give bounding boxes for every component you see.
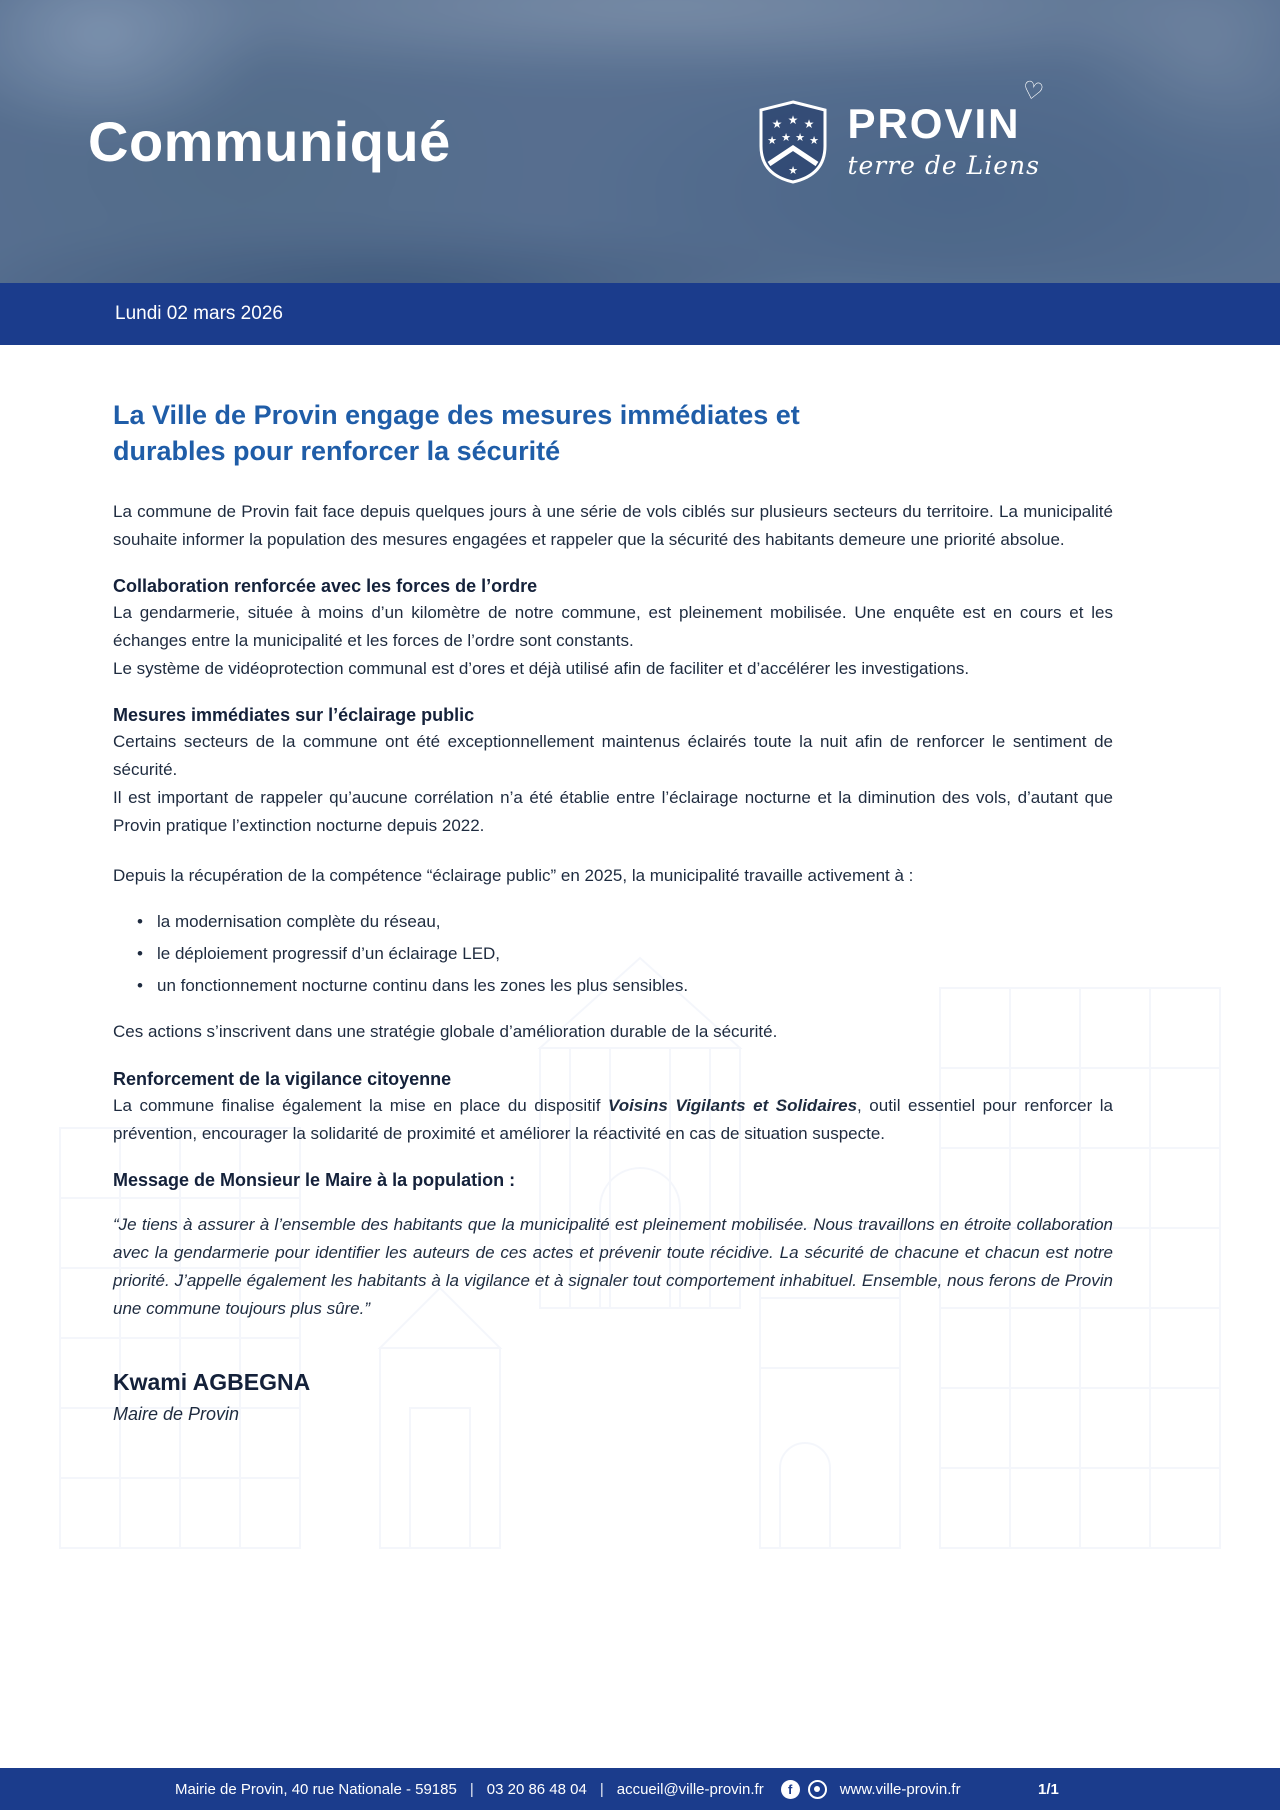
- list-item: • un fonctionnement nocturne continu dans les zones les plus sensibles.: [137, 972, 1113, 1000]
- section1-paragraph-1: La gendarmerie, située à moins d’un kilomètre de notre commune, est pleinement mobilisée. Une enquête est en cours et les échanges entre la municipalité et les forces de l’ordre sont constants.: [113, 602, 1113, 651]
- coat-of-arms-shield-icon: [757, 98, 829, 186]
- footer-website-link[interactable]: www.ville-provin.fr: [839, 1780, 961, 1798]
- footer-separator: |: [469, 1780, 474, 1798]
- section2-paragraph-2: Il est important de rappeler qu’aucune corrélation n’a été établie entre l’éclairage nocturne et la diminution des vols, d’autant que Provin pratique l’extinction nocturne depuis 2022.: [113, 788, 1113, 836]
- list-item: • le déploiement progressif d’un éclairage LED,: [137, 940, 1113, 968]
- circle-dot-inner: [814, 1786, 820, 1792]
- hero-banner: [0, 0, 1280, 283]
- section3-paragraph: [113, 1092, 1113, 1148]
- section-heading-eclairage: Mesures immédiates sur l’éclairage public: [113, 705, 475, 726]
- svg-text:★: ★: [772, 116, 783, 131]
- facebook-icon[interactable]: f: [781, 1780, 800, 1799]
- heart-icon: ♡: [1019, 76, 1047, 107]
- circle-dot-social-icon[interactable]: [808, 1780, 827, 1799]
- section-heading-message-maire: Message de Monsieur le Maire à la population :: [113, 1169, 516, 1190]
- mayor-title: Maire de Provin: [113, 1403, 240, 1424]
- footer-email-link[interactable]: accueil@ville-provin.fr: [616, 1780, 764, 1798]
- svg-text:★: ★: [767, 134, 778, 147]
- section3-text-before: La commune finalise également la mise en place du dispositif: [113, 1095, 608, 1115]
- footer-address: Mairie de Provin, 40 rue Nationale - 59185: [175, 1780, 457, 1798]
- intro-paragraph: La commune de Provin fait face depuis quelques jours à une série de vols ciblés sur plusieurs secteurs du territoire. La municipalité souhaite informer la population des mesures engagées et rappeler que la sécurité des habitants demeure une priorité absolue.: [113, 501, 1113, 549]
- svg-text:★: ★: [788, 112, 799, 127]
- list-item: • la modernisation complète du réseau,: [137, 908, 1113, 936]
- section-heading-vigilance: Renforcement de la vigilance citoyenne: [113, 1068, 452, 1089]
- section2-paragraph-3: Depuis la récupération de la compétence “éclairage public” en 2025, la municipalité travaille activement à :: [113, 866, 914, 886]
- logo-tagline: terre de Liens: [847, 151, 1040, 180]
- section1-paragraph-2: Le système de vidéoprotection communal est d’ores et déjà utilisé afin de faciliter et d’accélérer les investigations.: [113, 659, 970, 679]
- footer-bar: [0, 1768, 1280, 1810]
- section3-text-after: , outil essentiel pour renforcer la prévention, encourager la solidarité de proximité et améliorer la réactivité en cas de situation suspecte.: [113, 1095, 1114, 1143]
- article-title: La Ville de Provin engage des mesures immédiates et durables pour renforcer la sécurité: [113, 400, 800, 467]
- mayor-name: Kwami AGBEGNA: [113, 1368, 311, 1395]
- date-bar: [0, 283, 1280, 345]
- svg-text:★: ★: [781, 131, 792, 144]
- footer-separator: |: [599, 1780, 604, 1798]
- eclairage-actions-list: [137, 908, 1113, 1000]
- social-icons: [781, 1780, 827, 1799]
- svg-text:★: ★: [795, 131, 806, 144]
- svg-text:★: ★: [809, 134, 820, 147]
- page-number: 1/1: [1038, 1780, 1059, 1798]
- section-heading-forces-ordre: Collaboration renforcée avec les forces de l’ordre: [113, 575, 538, 596]
- document-type-title: Communiqué: [88, 110, 451, 173]
- dispositif-name-emphasis: Voisins Vigilants et Solidaires: [607, 1095, 858, 1115]
- footer-phone: 03 20 86 48 04: [486, 1780, 587, 1798]
- svg-text:★: ★: [804, 116, 815, 131]
- mayor-quote: “Je tiens à assurer à l’ensemble des habitants que la municipalité est pleinement mobilisée. Nous travaillons en étroite collaboration avec la gendarmerie pour identifier les auteurs de ces actes et prévenir toute récidive. La sécurité de chacune et chacun est notre priorité. J’appelle également les habitants à la vigilance et à signaler tout comportement inhabituel. Ensemble, nous ferons de Provin une commune toujours plus sûre.”: [113, 1214, 1113, 1318]
- logo-wordmark: PROVIN: [847, 100, 1021, 147]
- hero-content: [0, 0, 1280, 283]
- document-body: [0, 345, 1280, 1425]
- svg-text:★: ★: [788, 164, 799, 177]
- section2-paragraph-1: Certains secteurs de la commune ont été exceptionnellement maintenus éclairés toute la nuit afin de renforcer le sentiment de sécurité.: [113, 732, 1113, 780]
- section2-paragraph-4: Ces actions s’inscrivent dans une stratégie globale d’amélioration durable de la sécurité.: [113, 1022, 778, 1042]
- publication-date: Lundi 02 mars 2026: [115, 303, 283, 324]
- logo-text-block: [847, 76, 1047, 180]
- provin-logo: [757, 76, 1047, 186]
- signature-block: [113, 1369, 1113, 1425]
